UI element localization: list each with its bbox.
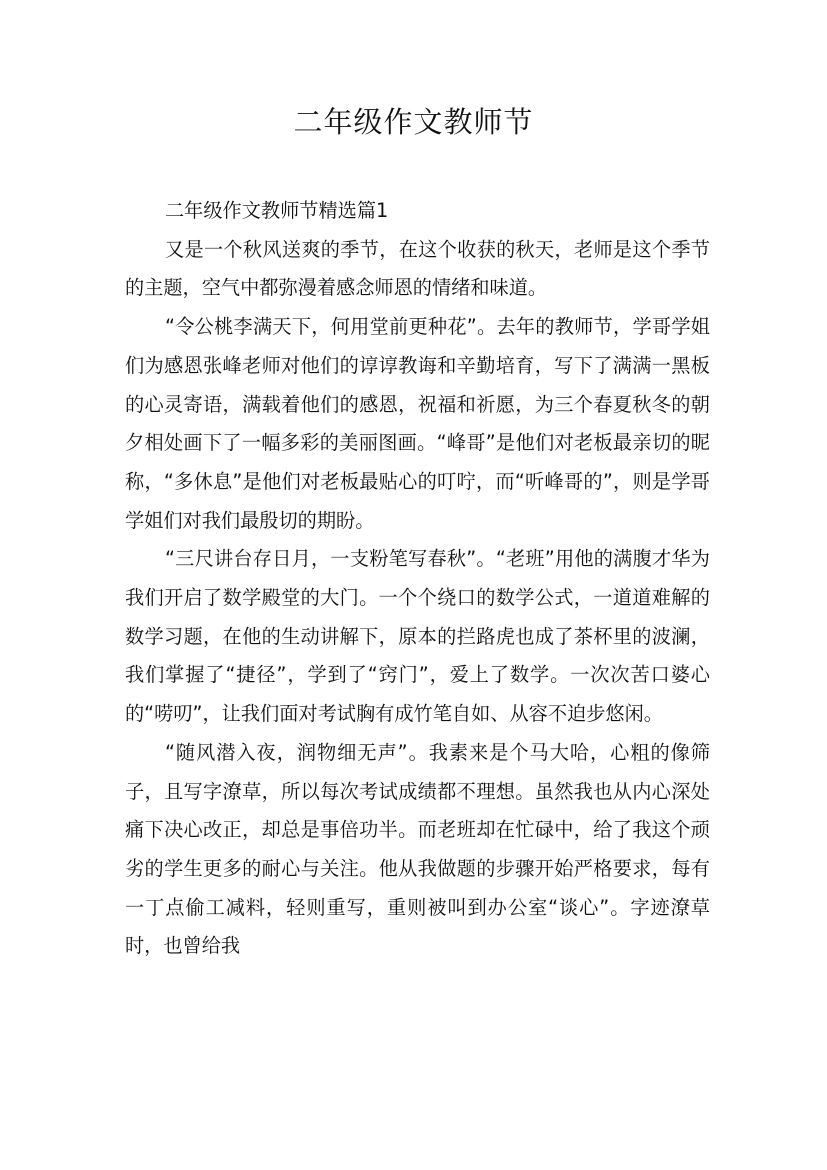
paragraph-3: “三尺讲台存日月，一支粉笔写春秋”。“老班”用他的满腹才华为我们开启了数学殿堂的大门。一个个绕口的数学公式，一道道难解的数学习题，在他的生动讲解下，原本的拦路虎也成了茶杯里的波澜，我们掌握了“捷径”，学到了“窍门”，爱上了数学。一次次苦口婆心的“唠叨”，让我们面对考试胸有成竹笔自如、从容不迫步悠闲。: [125, 547, 710, 726]
document-title: 二年级作文教师节: [293, 105, 534, 139]
paragraph-2: “令公桃李满天下，何用堂前更种花”。去年的教师节，学哥学姐们为感恩张峰老师对他们的谆谆教诲和辛勤培育，写下了满满一黑板的心灵寄语，满载着他们的感恩，祝福和祈愿，为三个春夏秋冬的朝夕相处画下了一幅多彩的美丽图画。“峰哥”是他们对老板最亲切的昵称，“多休息”是他们对老板最贴心的叮咛，而“听峰哥的”，则是学哥学姐们对我们最殷切的期盼。: [125, 315, 710, 532]
paragraph-1: 又是一个秋风送爽的季节，在这个收获的秋天，老师是这个季节的主题，空气中都弥漫着感念师恩的情绪和味道。: [125, 237, 710, 300]
document-body: [125, 192, 710, 966]
section-subtitle: 二年级作文教师节精选篇1: [165, 199, 389, 222]
paragraph-4: “随风潜入夜，润物细无声”。我素来是个马大哈，心粗的像筛子，且写字潦草，所以每次考试成绩都不理想。虽然我也从内心深处痛下决心改正，却总是事倍功半。而老班却在忙碌中，给了我这个顽劣的学生更多的耐心与关注。他从我做题的步骤开始严格要求，每有一丁点偷工减料，轻则重写，重则被叫到办公室“谈心”。字迹潦草时，也曾给我: [125, 740, 710, 958]
